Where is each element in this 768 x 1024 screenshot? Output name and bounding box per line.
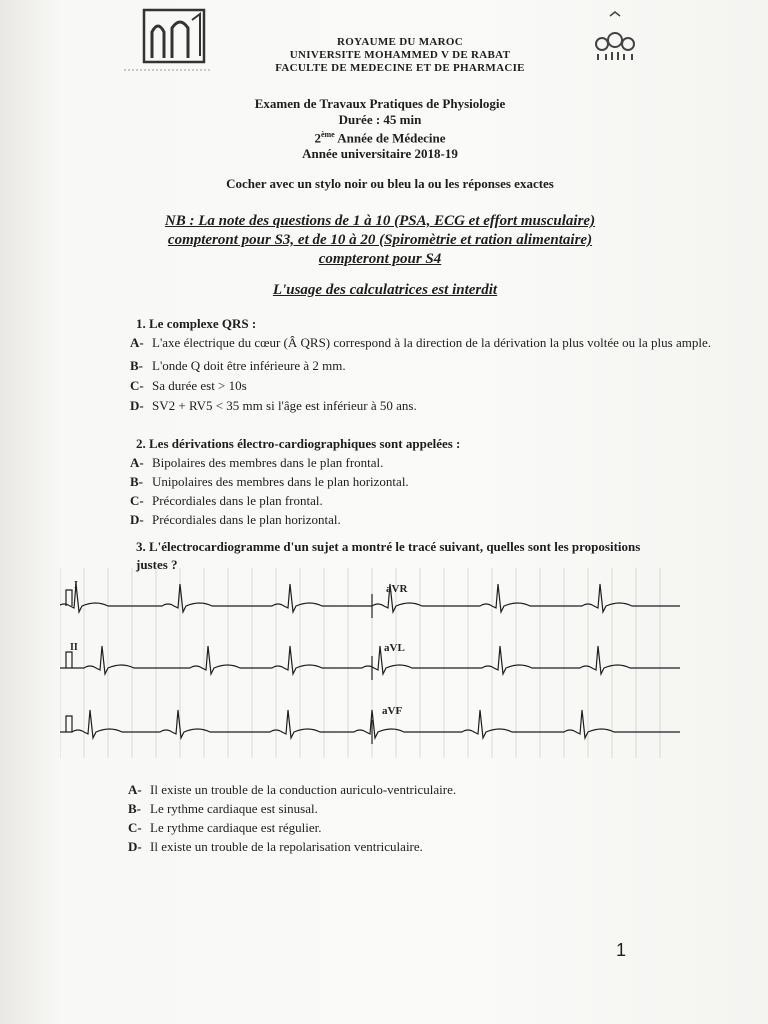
ecg-trace-row-1 [60, 584, 680, 612]
lead-label-avf: aVF [382, 705, 403, 717]
option-text: L'axe électrique du cœur (Â QRS) correspond à la direction de la dérivation la plus voltée ou la plus ample. [152, 335, 711, 350]
option-text: Il existe un trouble de la repolarisation ventriculaire. [150, 839, 423, 854]
question-3-option-a[interactable] [128, 780, 608, 799]
option-text: Il existe un trouble de la conduction auriculo-ventriculaire. [150, 782, 457, 797]
ecg-trace-row-3 [60, 710, 680, 738]
option-letter: A- [130, 455, 144, 470]
year-label: Année de Médecine [334, 130, 446, 146]
option-letter: D- [130, 398, 144, 413]
question-1-option-c[interactable] [130, 376, 716, 395]
question-3-option-c[interactable] [128, 818, 608, 837]
header-line-university: UNIVERSITE MOHAMMED V DE RABAT [289, 49, 511, 61]
lead-label-i: I [74, 580, 78, 591]
question-3-option-d[interactable] [128, 837, 608, 856]
nb-line-2: compteront pour S3, et de 10 à 20 (Spiromètrie et ration alimentaire) [167, 232, 593, 248]
question-2-option-b[interactable] [130, 472, 696, 491]
question-1-option-d[interactable] [130, 396, 716, 415]
option-letter: D- [128, 839, 142, 854]
question-2-title: 2. Les dérivations électro-cardiographiques sont appelées : [136, 436, 461, 451]
calculator-note: L'usage des calculatrices est interdit [272, 282, 498, 298]
option-text: Le rythme cardiaque est régulier. [150, 820, 322, 835]
question-1-title: 1. Le complexe QRS : [136, 316, 257, 331]
nb-note [120, 212, 640, 269]
lead-label-avr: aVR [386, 583, 408, 595]
faculty-logo [590, 10, 640, 62]
exam-academic-year: Année universitaire 2018-19 [302, 145, 458, 161]
instruction-text: Cocher avec un stylo noir ou bleu la ou les réponses exactes [226, 176, 554, 191]
option-text: Précordiales dans le plan horizontal. [152, 512, 341, 527]
option-letter: B- [128, 801, 141, 816]
question-1 [130, 314, 716, 415]
page-number: 1 [616, 940, 627, 960]
question-2-option-d[interactable] [130, 510, 696, 529]
option-letter: C- [128, 820, 142, 835]
question-1-option-a[interactable] [130, 333, 716, 352]
option-letter: B- [130, 474, 143, 489]
university-logo [122, 6, 212, 76]
ecg-calibration-pulse [66, 652, 72, 668]
option-letter: A- [128, 782, 142, 797]
ecg-calibration-pulse [66, 590, 72, 606]
option-letter: A- [130, 335, 144, 350]
option-letter: B- [130, 358, 143, 373]
exam-duration: Durée : 45 min [338, 111, 422, 127]
question-3-title: 3. L'électrocardiogramme d'un sujet a montré le tracé suivant, quelles sont les propositions justes ? [136, 539, 641, 572]
option-letter: C- [130, 493, 144, 508]
question-2-option-c[interactable] [130, 491, 696, 510]
option-text: Le rythme cardiaque est sinusal. [150, 801, 318, 816]
header-line-faculty: FACULTE DE MEDECINE ET DE PHARMACIE [275, 62, 525, 74]
question-1-option-b[interactable] [130, 356, 716, 375]
year-number: 2 [314, 130, 321, 146]
institution-header [240, 36, 560, 75]
year-superscript: ème [320, 130, 335, 139]
question-2-option-a[interactable] [130, 453, 696, 472]
question-3-options [128, 780, 608, 856]
ecg-trace-row-2 [60, 646, 680, 674]
option-text: Précordiales dans le plan frontal. [152, 493, 323, 508]
nb-line-1: NB : La note des questions de 1 à 10 (PSA, ECG et effort musculaire) [164, 213, 596, 229]
ecg-tracing [60, 568, 680, 758]
exam-title: Examen de Travaux Pratiques de Physiologie [254, 96, 506, 111]
ecg-traces [60, 584, 680, 744]
option-text: L'onde Q doit être inférieure à 2 mm. [152, 358, 346, 373]
option-text: Unipolaires des membres dans le plan horizontal. [152, 474, 409, 489]
lead-label-ii: II [70, 642, 78, 653]
option-text: SV2 + RV5 < 35 mm si l'âge est inférieur à 50 ans. [152, 398, 417, 413]
exam-year-level [200, 127, 560, 146]
option-letter: D- [130, 512, 144, 527]
lead-label-avl: aVL [384, 642, 405, 654]
question-2 [130, 434, 696, 529]
option-text: Sa durée est > 10s [152, 378, 247, 393]
option-text: Bipolaires des membres dans le plan frontal. [152, 455, 384, 470]
option-letter: C- [130, 378, 144, 393]
ecg-calibration-pulse [66, 716, 72, 732]
question-3-option-b[interactable] [128, 799, 608, 818]
header-line-kingdom: ROYAUME DU MAROC [337, 36, 463, 48]
exam-info [200, 96, 560, 161]
nb-line-3: compteront pour S4 [318, 251, 442, 267]
